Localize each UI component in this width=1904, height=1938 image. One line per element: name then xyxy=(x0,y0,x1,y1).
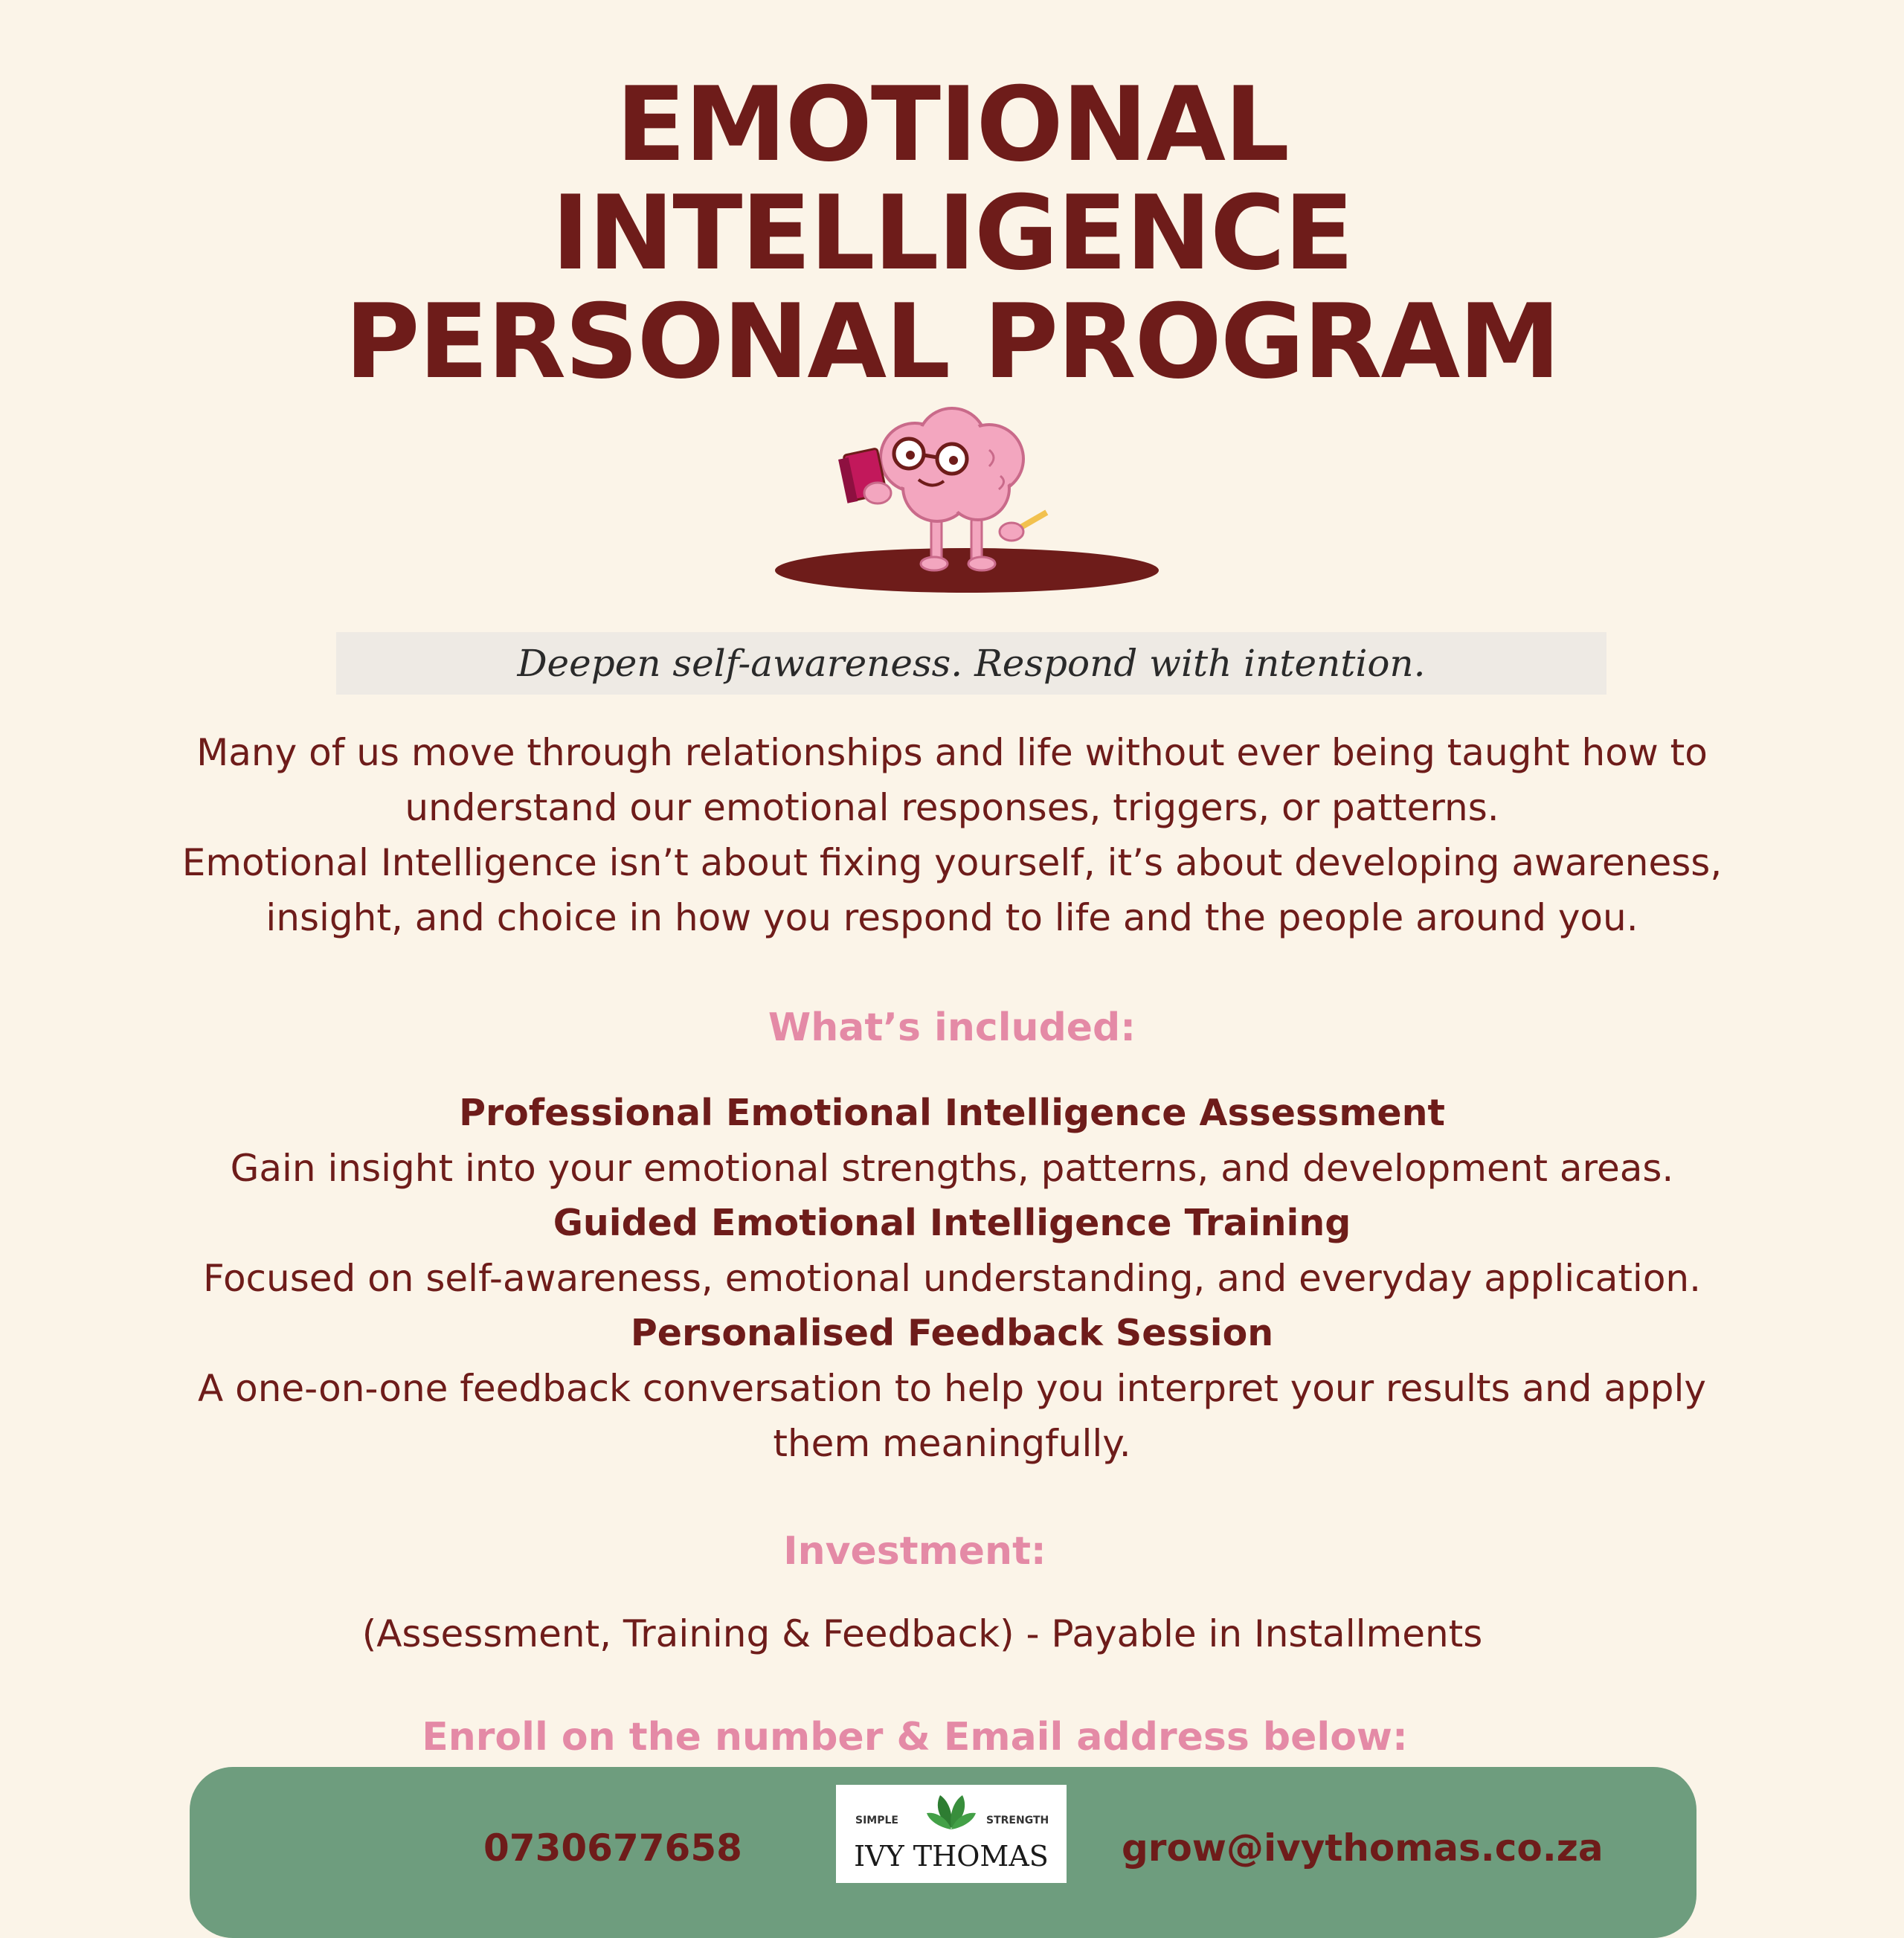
brain-mascot-illustration xyxy=(766,405,1168,599)
logo-small-left: SIMPLE xyxy=(855,1815,898,1826)
title-line-2: INTELLIGENCE xyxy=(551,173,1353,293)
included-item-desc: A one-on-one feedback conversation to help you interpret your results and apply xyxy=(198,1367,1706,1410)
included-item-title: Guided Emotional Intelligence Training xyxy=(553,1202,1351,1244)
investment-text: (Assessment, Training & Feedback) - Payable in Installments xyxy=(361,1612,1483,1655)
investment-heading: Investment: xyxy=(783,1529,1046,1574)
ivy-thomas-logo xyxy=(836,1785,1067,1883)
pencil-icon xyxy=(1020,510,1049,530)
mascot-shadow xyxy=(775,548,1159,593)
included-item-title: Personalised Feedback Session xyxy=(630,1312,1274,1354)
whats-included-heading: What’s included: xyxy=(768,1005,1136,1050)
title-line-1: EMOTIONAL xyxy=(616,65,1288,184)
logo-small-right: STRENGTH xyxy=(986,1815,1049,1826)
intro-line: understand our emotional responses, triggers, or patterns. xyxy=(405,786,1499,829)
included-list xyxy=(104,1086,1800,1471)
title-line-3: PERSONAL PROGRAM xyxy=(344,282,1560,402)
email-address[interactable]: grow@ivythomas.co.za xyxy=(1122,1826,1604,1870)
intro-line: Emotional Intelligence isn’t about fixing yourself, it’s about developing awareness, xyxy=(181,841,1723,884)
included-item-desc: Gain insight into your emotional strengths, patterns, and development areas. xyxy=(230,1147,1674,1190)
page-title xyxy=(0,65,1904,402)
leaf-icon xyxy=(925,1791,977,1832)
tagline: Deepen self-awareness. Respond with intention. xyxy=(517,642,1426,685)
included-item-desc: Focused on self-awareness, emotional understanding, and everyday application. xyxy=(202,1257,1701,1300)
intro-line: Many of us move through relationships and life without ever being taught how to xyxy=(196,731,1708,774)
enroll-heading: Enroll on the number & Email address below: xyxy=(422,1715,1408,1760)
intro-text xyxy=(104,725,1800,945)
phone-number[interactable]: 0730677658 xyxy=(483,1826,742,1870)
included-item-title: Professional Emotional Intelligence Assessment xyxy=(459,1092,1445,1134)
included-item-desc: them meaningfully. xyxy=(773,1422,1131,1465)
logo-brand-name: IVY THOMAS xyxy=(854,1840,1049,1873)
mascot-foot-right xyxy=(968,557,995,570)
intro-line: insight, and choice in how you respond to life and the people around you. xyxy=(266,896,1638,939)
mascot-foot-left xyxy=(921,557,948,570)
